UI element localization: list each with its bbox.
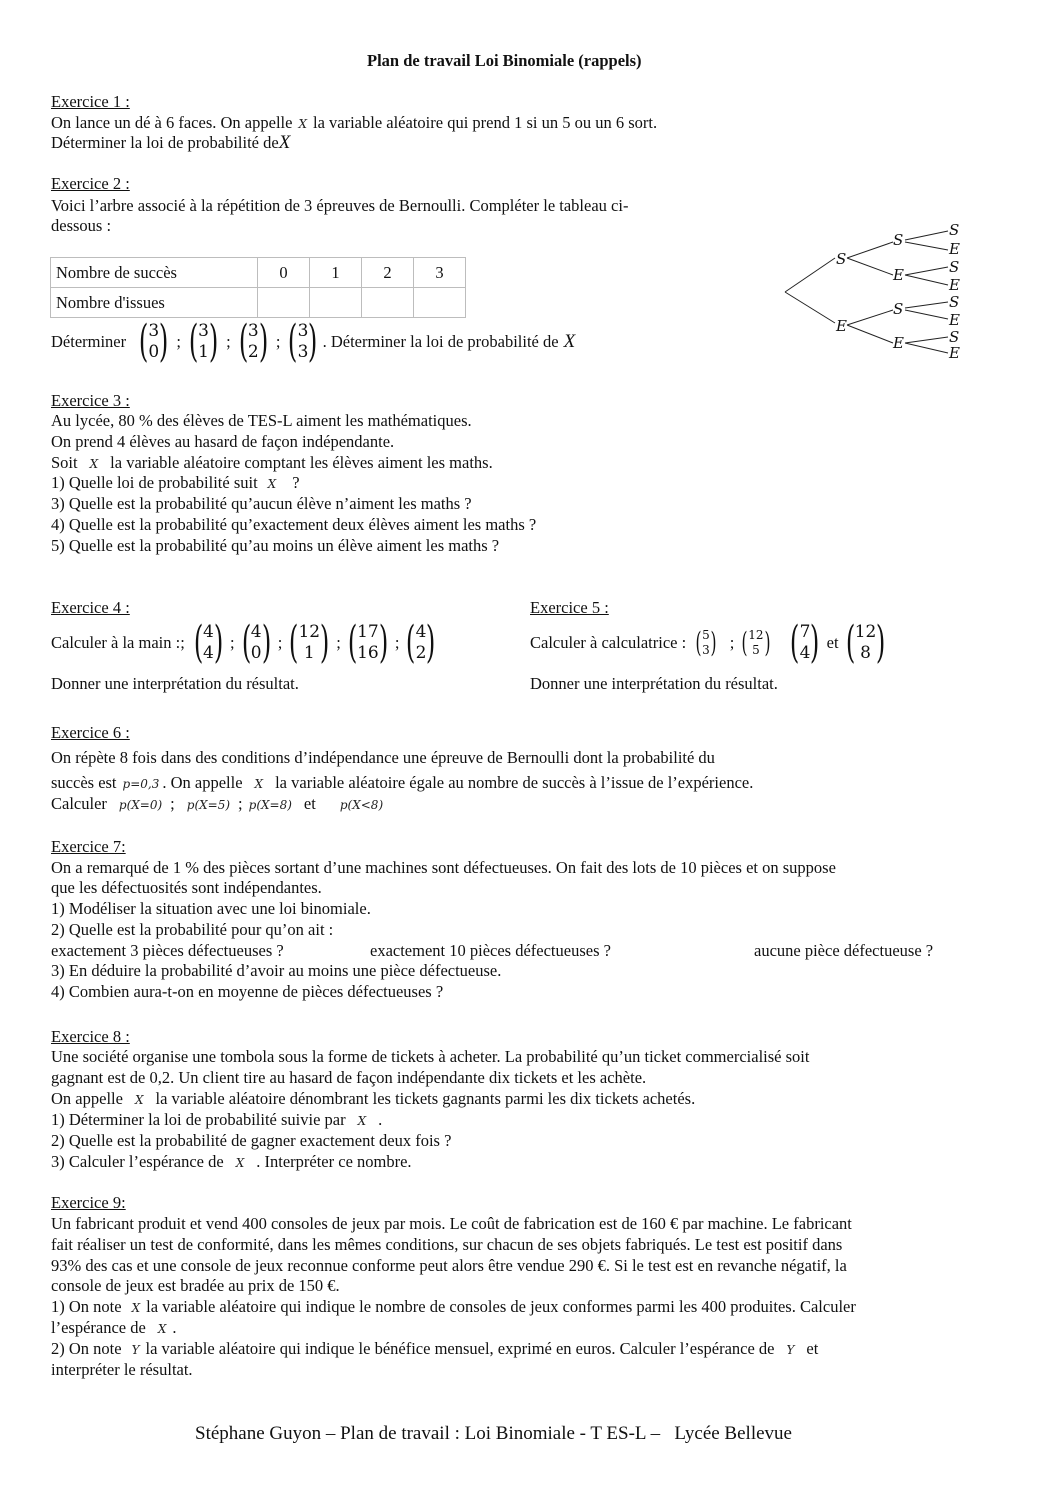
text: Déterminer la loi de probabilité de xyxy=(51,133,279,152)
exercise-2-heading: Exercice 2 : xyxy=(51,174,130,193)
variable-x: X xyxy=(267,477,277,491)
exercise-9-question-2-cont: interpréter le résultat. xyxy=(51,1360,193,1379)
binom-k: 5 xyxy=(752,643,760,657)
probability-expression: p(X=5) xyxy=(186,798,231,812)
exercise-5-heading: Exercice 5 : xyxy=(530,598,609,617)
text: la variable aléatoire qui indique le bénéfice mensuel, exprimé en euros. Calculer l’espérance de xyxy=(145,1339,775,1358)
exercise-4-binomials-line xyxy=(51,618,441,668)
text: ? xyxy=(292,473,300,492)
probability-value: p=0,3 xyxy=(122,777,160,791)
binomial-coefficient: ( 4 2 ) xyxy=(406,617,436,668)
exercise-9-question-2 xyxy=(51,1339,818,1360)
binom-n: 12 xyxy=(298,622,321,642)
successes-table xyxy=(50,257,466,318)
tree-leaf-S: S xyxy=(949,293,960,311)
separator: ; xyxy=(275,332,281,351)
exercise-7-question-1: 1) Modéliser la situation avec une loi binomiale. xyxy=(51,899,371,918)
exercise-7-heading: Exercice 7: xyxy=(51,837,126,856)
probability-expression: p(X=8) xyxy=(248,798,292,812)
exercise-7-question-2a: exactement 3 pièces défectueuses ? xyxy=(51,941,284,960)
tree-leaf-E: E xyxy=(949,240,960,258)
variable-y: Y xyxy=(786,1343,795,1357)
binom-n: 5 xyxy=(702,628,710,642)
binom-n: 3 xyxy=(198,321,209,341)
tree-leaf-E: E xyxy=(949,276,960,294)
exercise-9-line-3: 93% des cas et une console de jeux reconnue conforme peut alors être vendue 290 €. Si le test est en revanche négatif, la xyxy=(51,1256,847,1275)
exercise-9-line-4: console de jeux est bradée au prix de 150 €. xyxy=(51,1276,340,1295)
exercise-7-line-1: On a remarqué de 1 % des pièces sortant d’une machines sont défectueuses. On fait des lots de 10 pièces et on suppose xyxy=(51,858,836,877)
variable-x: X xyxy=(89,457,99,471)
exercise-4-heading: Exercice 4 : xyxy=(51,598,130,617)
exercise-7-question-2: 2) Quelle est la probabilité pour qu’on ait : xyxy=(51,920,334,939)
exercise-9-line-1: Un fabricant produit et vend 400 consoles de jeux par mois. Le coût de fabrication est de 160 € par machine. Le fabricant xyxy=(51,1214,852,1233)
separator: ; xyxy=(176,332,181,351)
text: . xyxy=(378,1110,383,1129)
tree-leaf-E: E xyxy=(949,344,960,362)
binom-k: 0 xyxy=(250,643,262,663)
tree-node-S: S xyxy=(893,300,904,318)
exercise-6-line-2 xyxy=(51,773,753,794)
table-row xyxy=(51,258,466,288)
exercise-9-question-1-cont xyxy=(51,1318,176,1339)
exercise-2-line-1: Voici l’arbre associé à la répétition de 3 épreuves de Bernoulli. Compléter le tableau ci- xyxy=(51,196,629,215)
table-cell: 1 xyxy=(310,258,362,288)
text: 1) Déterminer la loi de probabilité suivie par xyxy=(51,1110,346,1129)
text: On lance un dé à 6 faces. On appelle xyxy=(51,113,293,132)
tree-leaf-S: S xyxy=(949,258,960,276)
exercise-1-line-2 xyxy=(51,133,290,153)
variable-x: X xyxy=(357,1114,367,1128)
text: succès est xyxy=(51,773,117,792)
binomial-coefficient: ( 17 16 ) xyxy=(347,617,389,668)
tree-node-E: E xyxy=(893,266,904,284)
separator: ; xyxy=(170,794,175,813)
table-row xyxy=(51,288,466,318)
text: Calculer à calculatrice : xyxy=(530,633,687,652)
exercise-3-question-1 xyxy=(51,473,300,494)
binom-n: 12 xyxy=(854,622,877,642)
binom-n: 3 xyxy=(297,321,309,341)
exercise-3-line-2: On prend 4 élèves au hasard de façon indépendante. xyxy=(51,432,395,451)
binomial-coefficient: ( 7 4 ) xyxy=(790,617,820,668)
exercise-6-line-3 xyxy=(51,794,383,815)
text: Déterminer xyxy=(51,332,127,351)
tree-leaf-E: E xyxy=(949,311,960,329)
exercise-3-question-5: 5) Quelle est la probabilité qu’au moins un élève aiment les maths ? xyxy=(51,536,500,555)
separator: ; xyxy=(238,794,243,813)
exercise-4-footer: Donner une interprétation du résultat. xyxy=(51,674,299,693)
binom-k: 2 xyxy=(247,342,259,362)
exercise-8-line-1: Une société organise une tombola sous la forme de tickets à acheter. La probabilité qu’un ticket commercialisé soit xyxy=(51,1047,810,1066)
text: et xyxy=(806,1339,819,1358)
table-cell: Nombre d'issues xyxy=(51,288,258,318)
separator: ; xyxy=(394,633,400,652)
text: la variable aléatoire qui indique le nombre de consoles de jeux conformes parmi les 400 produites. Calculer xyxy=(146,1297,856,1316)
separator: ; xyxy=(229,633,235,652)
binom-n: 12 xyxy=(748,628,764,642)
separator: ; xyxy=(336,633,341,652)
text: Calculer xyxy=(51,794,107,813)
variable-x: X xyxy=(563,331,576,352)
variable-x: X xyxy=(157,1322,167,1336)
binomial-coefficient: ( 12 5 ) xyxy=(741,626,771,659)
variable-x: X xyxy=(134,1093,144,1107)
exercise-1-line-1 xyxy=(51,113,657,134)
probability-expression: p(X<8) xyxy=(339,798,384,812)
exercise-8-question-1 xyxy=(51,1110,382,1131)
table-cell: 2 xyxy=(362,258,414,288)
binom-k: 4 xyxy=(202,643,214,663)
exercise-6-heading: Exercice 6 : xyxy=(51,723,130,742)
exercise-5-binomials-line xyxy=(530,618,891,668)
exercise-2-determine-line xyxy=(51,318,575,366)
binom-n: 3 xyxy=(148,321,160,341)
binomial-coefficient: ( 3 3 ) xyxy=(288,316,318,367)
exercise-8-line-3 xyxy=(51,1089,695,1110)
separator: ; xyxy=(226,332,231,351)
binomial-coefficient: ( 4 0 ) xyxy=(241,617,271,668)
exercise-1-heading: Exercice 1 : xyxy=(51,92,130,111)
table-cell-empty[interactable] xyxy=(414,288,466,318)
binomial-coefficient: ( 3 1 ) xyxy=(188,316,219,367)
text: On appelle xyxy=(51,1089,123,1108)
binomial-coefficient: ( 3 0 ) xyxy=(139,316,169,367)
separator: ; xyxy=(729,633,735,652)
variable-x: X xyxy=(131,1301,141,1315)
exercise-7-question-3: 3) En déduire la probabilité d’avoir au moins une pièce défectueuse. xyxy=(51,961,502,980)
separator: ; xyxy=(277,633,283,652)
text: et xyxy=(303,794,316,813)
exercise-8-line-2: gagnant est de 0,2. Un client tire au hasard de façon indépendante dix tickets et les achète. xyxy=(51,1068,647,1087)
table-cell: 3 xyxy=(414,258,466,288)
binom-n: 7 xyxy=(799,622,811,642)
binom-k: 2 xyxy=(415,643,427,663)
text: la variable aléatoire comptant les élèves aiment les maths. xyxy=(110,453,493,472)
tree-node-S: S xyxy=(893,231,904,249)
binom-k: 3 xyxy=(297,342,309,362)
exercise-8-heading: Exercice 8 : xyxy=(51,1027,130,1046)
probability-tree-diagram xyxy=(775,215,975,365)
text: . xyxy=(172,1318,177,1337)
exercise-9-line-2: fait réaliser un test de conformité, dans les mêmes conditions, sur chacun de ses objets fabriqués. Le test est positif dans xyxy=(51,1235,843,1254)
binom-k: 8 xyxy=(860,643,871,663)
tree-node-S: S xyxy=(836,250,847,268)
exercise-3-heading: Exercice 3 : xyxy=(51,391,130,410)
binom-n: 4 xyxy=(202,622,214,642)
binomial-coefficient: ( 3 2 ) xyxy=(238,316,268,367)
exercise-9-question-1 xyxy=(51,1297,856,1318)
exercise-3-question-3: 3) Quelle est la probabilité qu’aucun élève n’aiment les maths ? xyxy=(51,494,472,513)
variable-x: X xyxy=(254,777,264,791)
binom-k: 4 xyxy=(799,643,811,663)
table-cell: 0 xyxy=(258,258,310,288)
page-footer: Stéphane Guyon – Plan de travail : Loi Binomiale - T ES-L – Lycée Bellevue xyxy=(195,1423,792,1444)
page-title: Plan de travail Loi Binomiale (rappels) xyxy=(367,51,642,70)
exercise-6-line-1: On répète 8 fois dans des conditions d’indépendance une épreuve de Bernoulli dont la probabilité du xyxy=(51,748,715,767)
binom-k: 16 xyxy=(357,643,379,663)
binomial-coefficient: ( 4 4 ) xyxy=(193,617,224,668)
binom-k: 1 xyxy=(198,342,209,362)
table-cell-empty[interactable] xyxy=(362,288,414,318)
exercise-3-line-3 xyxy=(51,453,493,474)
binomial-coefficient: ( 12 1 ) xyxy=(289,617,330,668)
exercise-3-line-1: Au lycée, 80 % des élèves de TES-L aiment les mathématiques. xyxy=(51,411,472,430)
binom-k: 3 xyxy=(702,643,710,657)
probability-expression: p(X=0) xyxy=(118,798,163,812)
table-cell: Nombre de succès xyxy=(51,258,258,288)
exercise-3-question-4: 4) Quelle est la probabilité qu’exactement deux élèves aiment les maths ? xyxy=(51,515,537,534)
text: la variable aléatoire égale au nombre de succès à l’issue de l’expérience. xyxy=(275,773,754,792)
exercise-5-footer: Donner une interprétation du résultat. xyxy=(530,674,778,693)
text: la variable aléatoire qui prend 1 si un 5 ou un 6 sort. xyxy=(312,113,658,132)
exercise-7-line-2: que les défectuosités sont indépendantes. xyxy=(51,878,322,897)
text: la variable aléatoire dénombrant les tickets gagnants parmi les dix tickets achetés. xyxy=(155,1089,696,1108)
text: 2) On note xyxy=(51,1339,122,1358)
variable-x: X xyxy=(298,117,307,131)
text: . Interpréter ce nombre. xyxy=(256,1152,412,1171)
binom-n: 4 xyxy=(250,622,262,642)
text: l’espérance de xyxy=(51,1318,146,1337)
binomial-coefficient: ( 5 3 ) xyxy=(695,626,717,659)
tree-leaf-S: S xyxy=(949,328,960,346)
exercise-7-question-2b: exactement 10 pièces défectueuses ? xyxy=(370,941,611,960)
binom-k: 1 xyxy=(303,643,315,663)
text: Calculer à la main :; xyxy=(51,633,185,652)
binom-k: 0 xyxy=(148,342,160,362)
exercise-8-question-2: 2) Quelle est la probabilité de gagner exactement deux fois ? xyxy=(51,1131,452,1150)
exercise-7-question-2c: aucune pièce défectueuse ? xyxy=(754,941,934,960)
variable-x: X xyxy=(235,1156,245,1170)
text: 3) Calculer l’espérance de xyxy=(51,1152,224,1171)
text: . Déterminer la loi de probabilité de xyxy=(322,332,559,351)
exercise-7-question-4: 4) Combien aura-t-on en moyenne de pièces défectueuses ? xyxy=(51,982,444,1001)
text: et xyxy=(826,633,839,652)
variable-x: X xyxy=(278,132,291,153)
table-cell-empty[interactable] xyxy=(310,288,362,318)
binom-n: 17 xyxy=(357,622,379,642)
tree-node-E: E xyxy=(836,317,847,335)
exercise-2-line-2: dessous : xyxy=(51,216,112,235)
exercise-9-heading: Exercice 9: xyxy=(51,1193,126,1212)
text: Soit xyxy=(51,453,78,472)
text: . On appelle xyxy=(162,773,243,792)
table-cell-empty[interactable] xyxy=(258,288,310,318)
tree-node-E: E xyxy=(893,334,904,352)
text: 1) Quelle loi de probabilité suit xyxy=(51,473,258,492)
binomial-coefficient: ( 12 8 ) xyxy=(845,617,886,668)
binom-n: 3 xyxy=(247,321,259,341)
exercise-8-question-3 xyxy=(51,1152,412,1173)
variable-y: Y xyxy=(131,1343,140,1357)
text: 1) On note xyxy=(51,1297,122,1316)
binom-n: 4 xyxy=(415,622,427,642)
tree-leaf-S: S xyxy=(949,221,960,239)
